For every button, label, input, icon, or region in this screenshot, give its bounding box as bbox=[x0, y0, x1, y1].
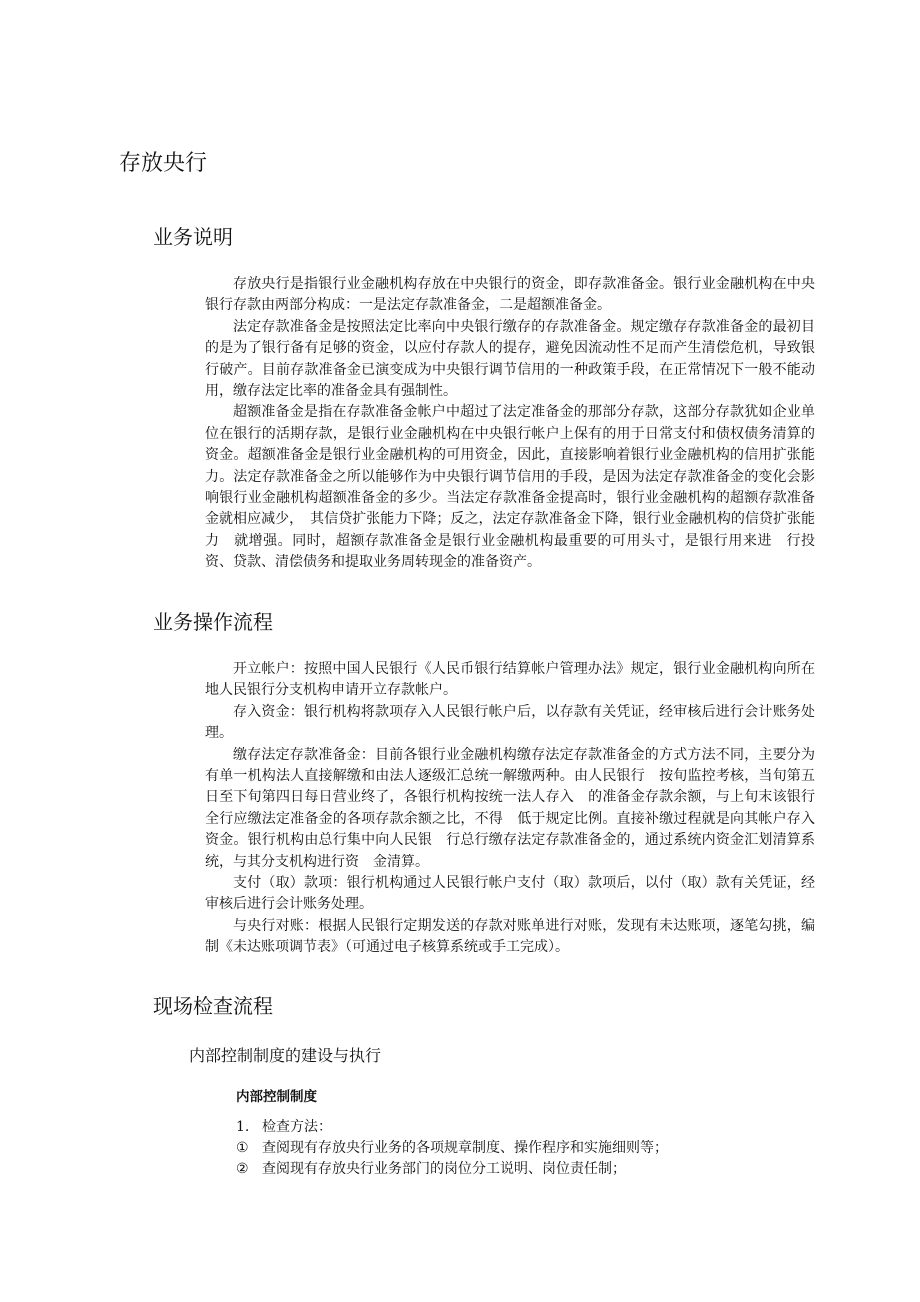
list-item bbox=[236, 1117, 816, 1138]
list-item-text: 检查方法： bbox=[262, 1119, 332, 1135]
subsubheading-internal-control-system: 内部控制制度 bbox=[236, 1089, 317, 1105]
list-marker: 1. bbox=[236, 1119, 250, 1135]
section-heading-onsite-inspection: 现场检查流程 bbox=[153, 994, 273, 1018]
paragraph: 存入资金：银行机构将款项存入人民银行帐户后，以存款有关凭证，经审核后进行会计账务处理。 bbox=[205, 703, 815, 742]
paragraph: 支付（取）款项：银行机构通过人民银行帐户支付（取）款项后，以付（取）款有关凭证，经审核后进行会计账务处理。 bbox=[205, 875, 815, 913]
paragraph: 与央行对账：根据人民银行定期发送的存款对账单进行对账，发现有未达账项，逐笔勾挑，编制《未达账项调节表》（可通过电子核算系统或手工完成）。 bbox=[205, 917, 815, 956]
document-title: 存放央行 bbox=[119, 151, 208, 176]
list-item bbox=[236, 1159, 816, 1180]
business-description-body bbox=[205, 274, 815, 574]
paragraph: 存放央行是指银行业金融机构存放在中央银行的资金，即存款准备金。银行业金融机构在中央银行存款由两部分构成：一是法定存款准备金，二是超额准备金。 bbox=[205, 276, 815, 314]
operation-process-body bbox=[205, 659, 815, 959]
list-marker: ② bbox=[236, 1161, 249, 1177]
paragraph: 开立帐户：按照中国人民银行《人民币银行结算帐户管理办法》规定，银行业金融机构向所在地人民银行分支机构申请开立存款帐户。 bbox=[205, 661, 815, 699]
paragraph: 法定存款准备金是按照法定比率向中央银行缴存的存款准备金。规定缴存存款准备金的最初目的是为了银行备有足够的资金，以应付存款人的提存，避免因流动性不足而产生清偿危机，导致银行破产。目前存款准备金已演变成为中央银行调节信用的一种政策手段，在正常情况下一般不能动用，缴存法定比率的准备金具有强制性。 bbox=[205, 318, 815, 400]
section-heading-operation-process: 业务操作流程 bbox=[153, 610, 273, 634]
inspection-method-list bbox=[236, 1117, 816, 1180]
list-item bbox=[236, 1138, 816, 1159]
paragraph: 超额准备金是指在存款准备金帐户中超过了法定准备金的那部分存款，这部分存款犹如企业单位在银行的活期存款，是银行业金融机构在中央银行帐户上保有的用于日常支付和债权债务清算的资金。超额准备金是银行业金融机构的可用资金，因此，直接影响着银行业金融机构的信用扩张能力。法定存款准备金之所以能够作为中央银行调节信用的手段，是因为法定存款准备金的变化会影响银行业金融机构超额准备金的多少。当法定存款准备金提高时，银行业金融机构的超额存款准备金就相应减少， 其信贷扩张能力下降；反之，法定存款准备金下降，银行业金融机构的信贷扩张能力 就增强。同时，超额存款准备金是银行业金融机构最重要的可用头寸，是银行用来进 行投资、贷款、清偿债务和提取业务周转现金的准备资产。 bbox=[205, 404, 815, 571]
list-item-text: 查阅现有存放央行业务部门的岗位分工说明、岗位责任制； bbox=[262, 1161, 626, 1177]
list-marker: ① bbox=[236, 1140, 249, 1156]
section-heading-business-description: 业务说明 bbox=[153, 225, 233, 249]
subheading-internal-control-construction: 内部控制制度的建设与执行 bbox=[189, 1046, 382, 1065]
paragraph: 缴存法定存款准备金：目前各银行业金融机构缴存法定存款准备金的方式方法不同，主要分为有单一机构法人直接解缴和由法人逐级汇总统一解缴两种。由人民银行 按旬监控考核，当旬第五日至下旬第四日每日营业终了，各银行机构按统一法人存入 的准备金存款余额，与上旬末该银行全行应缴法定准备金的各项存款余额之比，不得 低于规定比例。直接补缴过程就是向其帐户存入资金。银行机构由总行集中向人民银 行总行缴存法定存款准备金的，通过系统内资金汇划清算系统，与其分支机构进行资 金清算。 bbox=[205, 746, 815, 870]
list-item-text: 查阅现有存放央行业务的各项规章制度、操作程序和实施细则等； bbox=[262, 1140, 668, 1156]
